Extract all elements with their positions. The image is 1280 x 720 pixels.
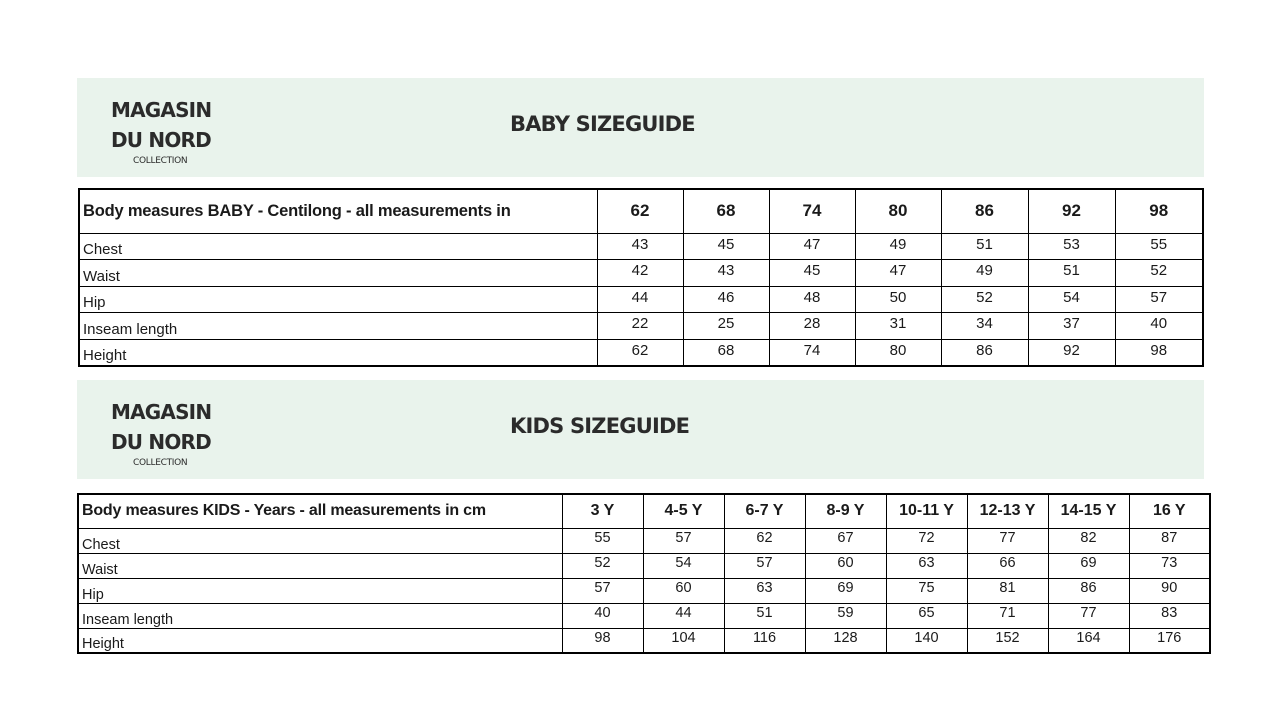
table-cell: 57 <box>1115 286 1203 313</box>
table-cell: 43 <box>597 233 683 260</box>
table-cell: 37 <box>1028 313 1115 340</box>
table-cell: 128 <box>805 628 886 653</box>
table-cell: 116 <box>724 628 805 653</box>
row-label: Chest <box>78 528 562 553</box>
table-cell: 53 <box>1028 233 1115 260</box>
baby-size-table <box>78 188 1204 367</box>
table-cell: 57 <box>562 578 643 603</box>
table-cell: 51 <box>941 233 1028 260</box>
table-row <box>78 603 1210 628</box>
table-cell: 54 <box>643 553 724 578</box>
table-cell: 140 <box>886 628 967 653</box>
table-header-label: Body measures KIDS - Years - all measurements in cm <box>78 494 562 528</box>
table-cell: 52 <box>1115 260 1203 287</box>
table-cell: 49 <box>941 260 1028 287</box>
table-cell: 98 <box>1115 339 1203 366</box>
size-header: 12-13 Y <box>967 494 1048 528</box>
size-header: 98 <box>1115 189 1203 233</box>
table-row <box>79 313 1203 340</box>
row-label: Inseam length <box>79 313 597 340</box>
table-cell: 60 <box>643 578 724 603</box>
size-header: 4-5 Y <box>643 494 724 528</box>
table-cell: 63 <box>724 578 805 603</box>
table-header-row <box>79 189 1203 233</box>
table-cell: 82 <box>1048 528 1129 553</box>
table-cell: 69 <box>805 578 886 603</box>
table-cell: 66 <box>967 553 1048 578</box>
table-cell: 74 <box>769 339 855 366</box>
table-cell: 164 <box>1048 628 1129 653</box>
size-header: 68 <box>683 189 769 233</box>
table-cell: 72 <box>886 528 967 553</box>
table-header-row <box>78 494 1210 528</box>
table-cell: 57 <box>724 553 805 578</box>
logo-line-1: MAGASIN <box>111 400 212 424</box>
table-cell: 86 <box>941 339 1028 366</box>
table-cell: 46 <box>683 286 769 313</box>
kids-size-table <box>77 493 1211 654</box>
size-header: 62 <box>597 189 683 233</box>
logo-line-2: DU NORD <box>111 430 211 454</box>
table-cell: 77 <box>1048 603 1129 628</box>
table-cell: 52 <box>562 553 643 578</box>
table-cell: 81 <box>967 578 1048 603</box>
kids-sizeguide-banner <box>77 380 1204 479</box>
table-cell: 55 <box>1115 233 1203 260</box>
table-cell: 63 <box>886 553 967 578</box>
table-cell: 42 <box>597 260 683 287</box>
table-cell: 52 <box>941 286 1028 313</box>
table-cell: 48 <box>769 286 855 313</box>
baby-sizeguide-banner <box>77 78 1204 177</box>
logo-subtitle: COLLECTION <box>133 458 188 468</box>
table-cell: 40 <box>1115 313 1203 340</box>
table-cell: 43 <box>683 260 769 287</box>
baby-sizeguide-title: BABY SIZEGUIDE <box>510 112 695 136</box>
size-header: 14-15 Y <box>1048 494 1129 528</box>
table-cell: 152 <box>967 628 1048 653</box>
table-cell: 34 <box>941 313 1028 340</box>
table-cell: 47 <box>769 233 855 260</box>
size-header: 10-11 Y <box>886 494 967 528</box>
size-header: 16 Y <box>1129 494 1210 528</box>
table-cell: 86 <box>1048 578 1129 603</box>
table-cell: 77 <box>967 528 1048 553</box>
table-row <box>79 339 1203 366</box>
size-header: 80 <box>855 189 941 233</box>
table-cell: 31 <box>855 313 941 340</box>
logo-subtitle: COLLECTION <box>133 156 188 166</box>
table-cell: 62 <box>724 528 805 553</box>
table-cell: 40 <box>562 603 643 628</box>
size-header: 92 <box>1028 189 1115 233</box>
table-cell: 50 <box>855 286 941 313</box>
table-cell: 44 <box>597 286 683 313</box>
kids-sizeguide-title: KIDS SIZEGUIDE <box>510 414 690 438</box>
table-cell: 104 <box>643 628 724 653</box>
row-label: Height <box>79 339 597 366</box>
table-cell: 92 <box>1028 339 1115 366</box>
table-cell: 28 <box>769 313 855 340</box>
table-cell: 51 <box>724 603 805 628</box>
table-cell: 47 <box>855 260 941 287</box>
table-row <box>79 233 1203 260</box>
table-cell: 73 <box>1129 553 1210 578</box>
table-cell: 98 <box>562 628 643 653</box>
table-cell: 55 <box>562 528 643 553</box>
table-cell: 60 <box>805 553 886 578</box>
row-label: Chest <box>79 233 597 260</box>
table-cell: 62 <box>597 339 683 366</box>
table-row <box>79 286 1203 313</box>
table-cell: 49 <box>855 233 941 260</box>
table-cell: 71 <box>967 603 1048 628</box>
size-header: 8-9 Y <box>805 494 886 528</box>
row-label: Inseam length <box>78 603 562 628</box>
brand-logo <box>111 95 241 167</box>
table-cell: 57 <box>643 528 724 553</box>
table-cell: 75 <box>886 578 967 603</box>
table-cell: 80 <box>855 339 941 366</box>
table-cell: 45 <box>769 260 855 287</box>
size-header: 74 <box>769 189 855 233</box>
row-label: Waist <box>78 553 562 578</box>
table-cell: 69 <box>1048 553 1129 578</box>
table-cell: 176 <box>1129 628 1210 653</box>
table-cell: 83 <box>1129 603 1210 628</box>
table-cell: 45 <box>683 233 769 260</box>
table-cell: 67 <box>805 528 886 553</box>
row-label: Hip <box>78 578 562 603</box>
size-header: 3 Y <box>562 494 643 528</box>
logo-line-1: MAGASIN <box>111 98 212 122</box>
size-header: 86 <box>941 189 1028 233</box>
size-header: 6-7 Y <box>724 494 805 528</box>
table-row <box>78 553 1210 578</box>
table-cell: 87 <box>1129 528 1210 553</box>
row-label: Height <box>78 628 562 653</box>
table-cell: 25 <box>683 313 769 340</box>
table-cell: 51 <box>1028 260 1115 287</box>
table-cell: 65 <box>886 603 967 628</box>
table-cell: 54 <box>1028 286 1115 313</box>
table-row <box>79 260 1203 287</box>
logo-line-2: DU NORD <box>111 128 211 152</box>
table-cell: 68 <box>683 339 769 366</box>
table-row <box>78 628 1210 653</box>
table-cell: 90 <box>1129 578 1210 603</box>
table-row <box>78 578 1210 603</box>
table-row <box>78 528 1210 553</box>
brand-logo <box>111 397 241 469</box>
table-header-label: Body measures BABY - Centilong - all measurements in <box>79 189 597 233</box>
table-cell: 22 <box>597 313 683 340</box>
table-cell: 59 <box>805 603 886 628</box>
table-cell: 44 <box>643 603 724 628</box>
row-label: Hip <box>79 286 597 313</box>
row-label: Waist <box>79 260 597 287</box>
